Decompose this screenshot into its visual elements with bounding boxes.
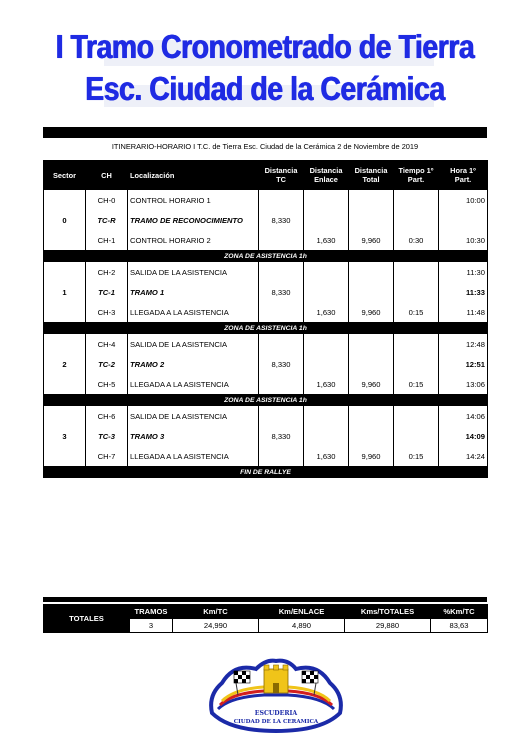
separator-row (44, 395, 488, 406)
ch-cell: CH-2 (86, 262, 128, 283)
title-line-2: Esc. Ciudad de la Cerámica (85, 70, 445, 107)
header-sector: Sector (44, 161, 86, 190)
totals-header-pct-km-tc: %Km/TC (431, 605, 488, 619)
header-hora: Hora 1º Part. (439, 161, 488, 190)
distancia-enlace-cell (304, 210, 349, 230)
localizacion-cell: LLEGADA A LA ASISTENCIA (128, 374, 259, 395)
distancia-enlace-cell (304, 282, 349, 302)
totals-black-bar (43, 597, 487, 602)
distancia-total-cell (349, 190, 394, 211)
distancia-enlace-cell (304, 262, 349, 283)
itinerary-body (44, 190, 488, 478)
totals-label: TOTALES (44, 605, 130, 633)
distancia-total-cell: 9,960 (349, 302, 394, 323)
header-distancia-tc: Distancia TC (259, 161, 304, 190)
distancia-enlace-cell: 1,630 (304, 374, 349, 395)
title-line-1: I Tramo Cronometrado de Tierra (55, 28, 475, 65)
table-row (44, 446, 488, 467)
localizacion-cell: CONTROL HORARIO 2 (128, 230, 259, 251)
header-localizacion: Localización (128, 161, 259, 190)
distancia-total-cell (349, 210, 394, 230)
table-row (44, 302, 488, 323)
ch-cell: CH-3 (86, 302, 128, 323)
table-row (44, 262, 488, 283)
totals-header-km-tc: Km/TC (173, 605, 259, 619)
itinerary-table (43, 160, 488, 478)
event-title (0, 0, 530, 118)
distancia-tc-cell (259, 262, 304, 283)
logo-text-1: ESCUDERIA (254, 710, 298, 717)
localizacion-cell: TRAMO DE RECONOCIMIENTO (128, 210, 259, 230)
distancia-tc-cell: 8,330 (259, 354, 304, 374)
tiempo-cell (394, 354, 439, 374)
table-row (44, 334, 488, 355)
sector-cell: 1 (44, 262, 86, 323)
ch-cell: CH-7 (86, 446, 128, 467)
ch-cell: TC-R (86, 210, 128, 230)
distancia-enlace-cell (304, 190, 349, 211)
distancia-enlace-cell: 1,630 (304, 230, 349, 251)
localizacion-cell: SALIDA DE LA ASISTENCIA (128, 262, 259, 283)
totals-table (43, 604, 488, 633)
distancia-tc-cell (259, 190, 304, 211)
tiempo-cell (394, 262, 439, 283)
totals-value-km-enlace: 4,890 (259, 619, 345, 633)
distancia-total-cell (349, 334, 394, 355)
separator-row (44, 323, 488, 334)
totals-value-km-tc: 24,990 (173, 619, 259, 633)
itinerary-subtitle: ITINERARIO-HORARIO I T.C. de Tierra Esc. Ciudad de la Cerámica 2 de Noviembre de 2019 (111, 142, 419, 151)
distancia-total-cell (349, 262, 394, 283)
ch-cell: CH-1 (86, 230, 128, 251)
tiempo-cell: 0:30 (394, 230, 439, 251)
table-row (44, 190, 488, 211)
table-row (44, 282, 488, 302)
separator-label: ZONA DE ASISTENCIA 1h (44, 395, 488, 406)
totals-header-km-enlace: Km/ENLACE (259, 605, 345, 619)
table-row (44, 426, 488, 446)
distancia-tc-cell (259, 230, 304, 251)
totals-value-pct-km-tc: 83,63 (431, 619, 488, 633)
table-row (44, 406, 488, 427)
localizacion-cell: LLEGADA A LA ASISTENCIA (128, 446, 259, 467)
separator-label: ZONA DE ASISTENCIA 1h (44, 251, 488, 262)
sector-cell: 0 (44, 190, 86, 251)
distancia-tc-cell (259, 302, 304, 323)
distancia-tc-cell (259, 334, 304, 355)
distancia-enlace-cell: 1,630 (304, 446, 349, 467)
distancia-enlace-cell (304, 354, 349, 374)
ch-cell: TC-2 (86, 354, 128, 374)
tiempo-cell: 0:15 (394, 446, 439, 467)
separator-label: ZONA DE ASISTENCIA 1h (44, 323, 488, 334)
hora-cell: 12:48 (439, 334, 488, 355)
totals-value-kms-totales: 29,880 (345, 619, 431, 633)
hora-cell: 13:06 (439, 374, 488, 395)
distancia-tc-cell (259, 446, 304, 467)
distancia-total-cell: 9,960 (349, 374, 394, 395)
header-black-bar (43, 127, 487, 138)
totals-value-tramos: 3 (130, 619, 173, 633)
tiempo-cell (394, 210, 439, 230)
ch-cell: CH-0 (86, 190, 128, 211)
table-row (44, 210, 488, 230)
hora-cell: 11:48 (439, 302, 488, 323)
distancia-total-cell: 9,960 (349, 230, 394, 251)
header-distancia-enlace: Distancia Enlace (304, 161, 349, 190)
sector-cell: 2 (44, 334, 86, 395)
distancia-total-cell (349, 406, 394, 427)
hora-cell: 11:33 (439, 282, 488, 302)
tiempo-cell (394, 426, 439, 446)
distancia-tc-cell: 8,330 (259, 282, 304, 302)
totals-header-tramos: TRAMOS (130, 605, 173, 619)
distancia-tc-cell (259, 406, 304, 427)
hora-cell: 12:51 (439, 354, 488, 374)
distancia-tc-cell (259, 374, 304, 395)
distancia-total-cell (349, 426, 394, 446)
separator-row (44, 251, 488, 262)
ch-cell: TC-3 (86, 426, 128, 446)
escuderia-logo (204, 655, 348, 735)
hora-cell: 14:24 (439, 446, 488, 467)
table-header-row (44, 161, 488, 190)
distancia-tc-cell: 8,330 (259, 210, 304, 230)
castle-icon (264, 665, 288, 693)
localizacion-cell: CONTROL HORARIO 1 (128, 190, 259, 211)
ch-cell: CH-6 (86, 406, 128, 427)
totals-header-row (44, 605, 488, 619)
logo-text-2: CIUDAD DE LA CERAMICA (233, 719, 319, 725)
hora-cell: 10:00 (439, 190, 488, 211)
tiempo-cell (394, 406, 439, 427)
distancia-enlace-cell: 1,630 (304, 302, 349, 323)
distancia-total-cell (349, 282, 394, 302)
ch-cell: CH-5 (86, 374, 128, 395)
tiempo-cell (394, 282, 439, 302)
tiempo-cell: 0:15 (394, 374, 439, 395)
tiempo-cell (394, 190, 439, 211)
localizacion-cell: TRAMO 3 (128, 426, 259, 446)
header-ch: CH (86, 161, 128, 190)
ch-cell: CH-4 (86, 334, 128, 355)
table-row (44, 354, 488, 374)
separator-label: FIN DE RALLYE (44, 467, 488, 478)
distancia-enlace-cell (304, 334, 349, 355)
header-tiempo: Tiempo 1º Part. (394, 161, 439, 190)
distancia-total-cell: 9,960 (349, 446, 394, 467)
distancia-total-cell (349, 354, 394, 374)
tiempo-cell: 0:15 (394, 302, 439, 323)
table-row (44, 230, 488, 251)
localizacion-cell: SALIDA DE LA ASISTENCIA (128, 406, 259, 427)
tiempo-cell (394, 334, 439, 355)
distancia-enlace-cell (304, 426, 349, 446)
distancia-tc-cell: 8,330 (259, 426, 304, 446)
localizacion-cell: SALIDA DE LA ASISTENCIA (128, 334, 259, 355)
distancia-enlace-cell (304, 406, 349, 427)
localizacion-cell: LLEGADA A LA ASISTENCIA (128, 302, 259, 323)
hora-cell: 11:30 (439, 262, 488, 283)
hora-cell: 14:09 (439, 426, 488, 446)
hora-cell (439, 210, 488, 230)
separator-row (44, 467, 488, 478)
localizacion-cell: TRAMO 2 (128, 354, 259, 374)
sector-cell: 3 (44, 406, 86, 467)
ch-cell: TC-1 (86, 282, 128, 302)
hora-cell: 10:30 (439, 230, 488, 251)
totals-header-kms-totales: Kms/TOTALES (345, 605, 431, 619)
table-row (44, 374, 488, 395)
hora-cell: 14:06 (439, 406, 488, 427)
header-distancia-total: Distancia Total (349, 161, 394, 190)
localizacion-cell: TRAMO 1 (128, 282, 259, 302)
